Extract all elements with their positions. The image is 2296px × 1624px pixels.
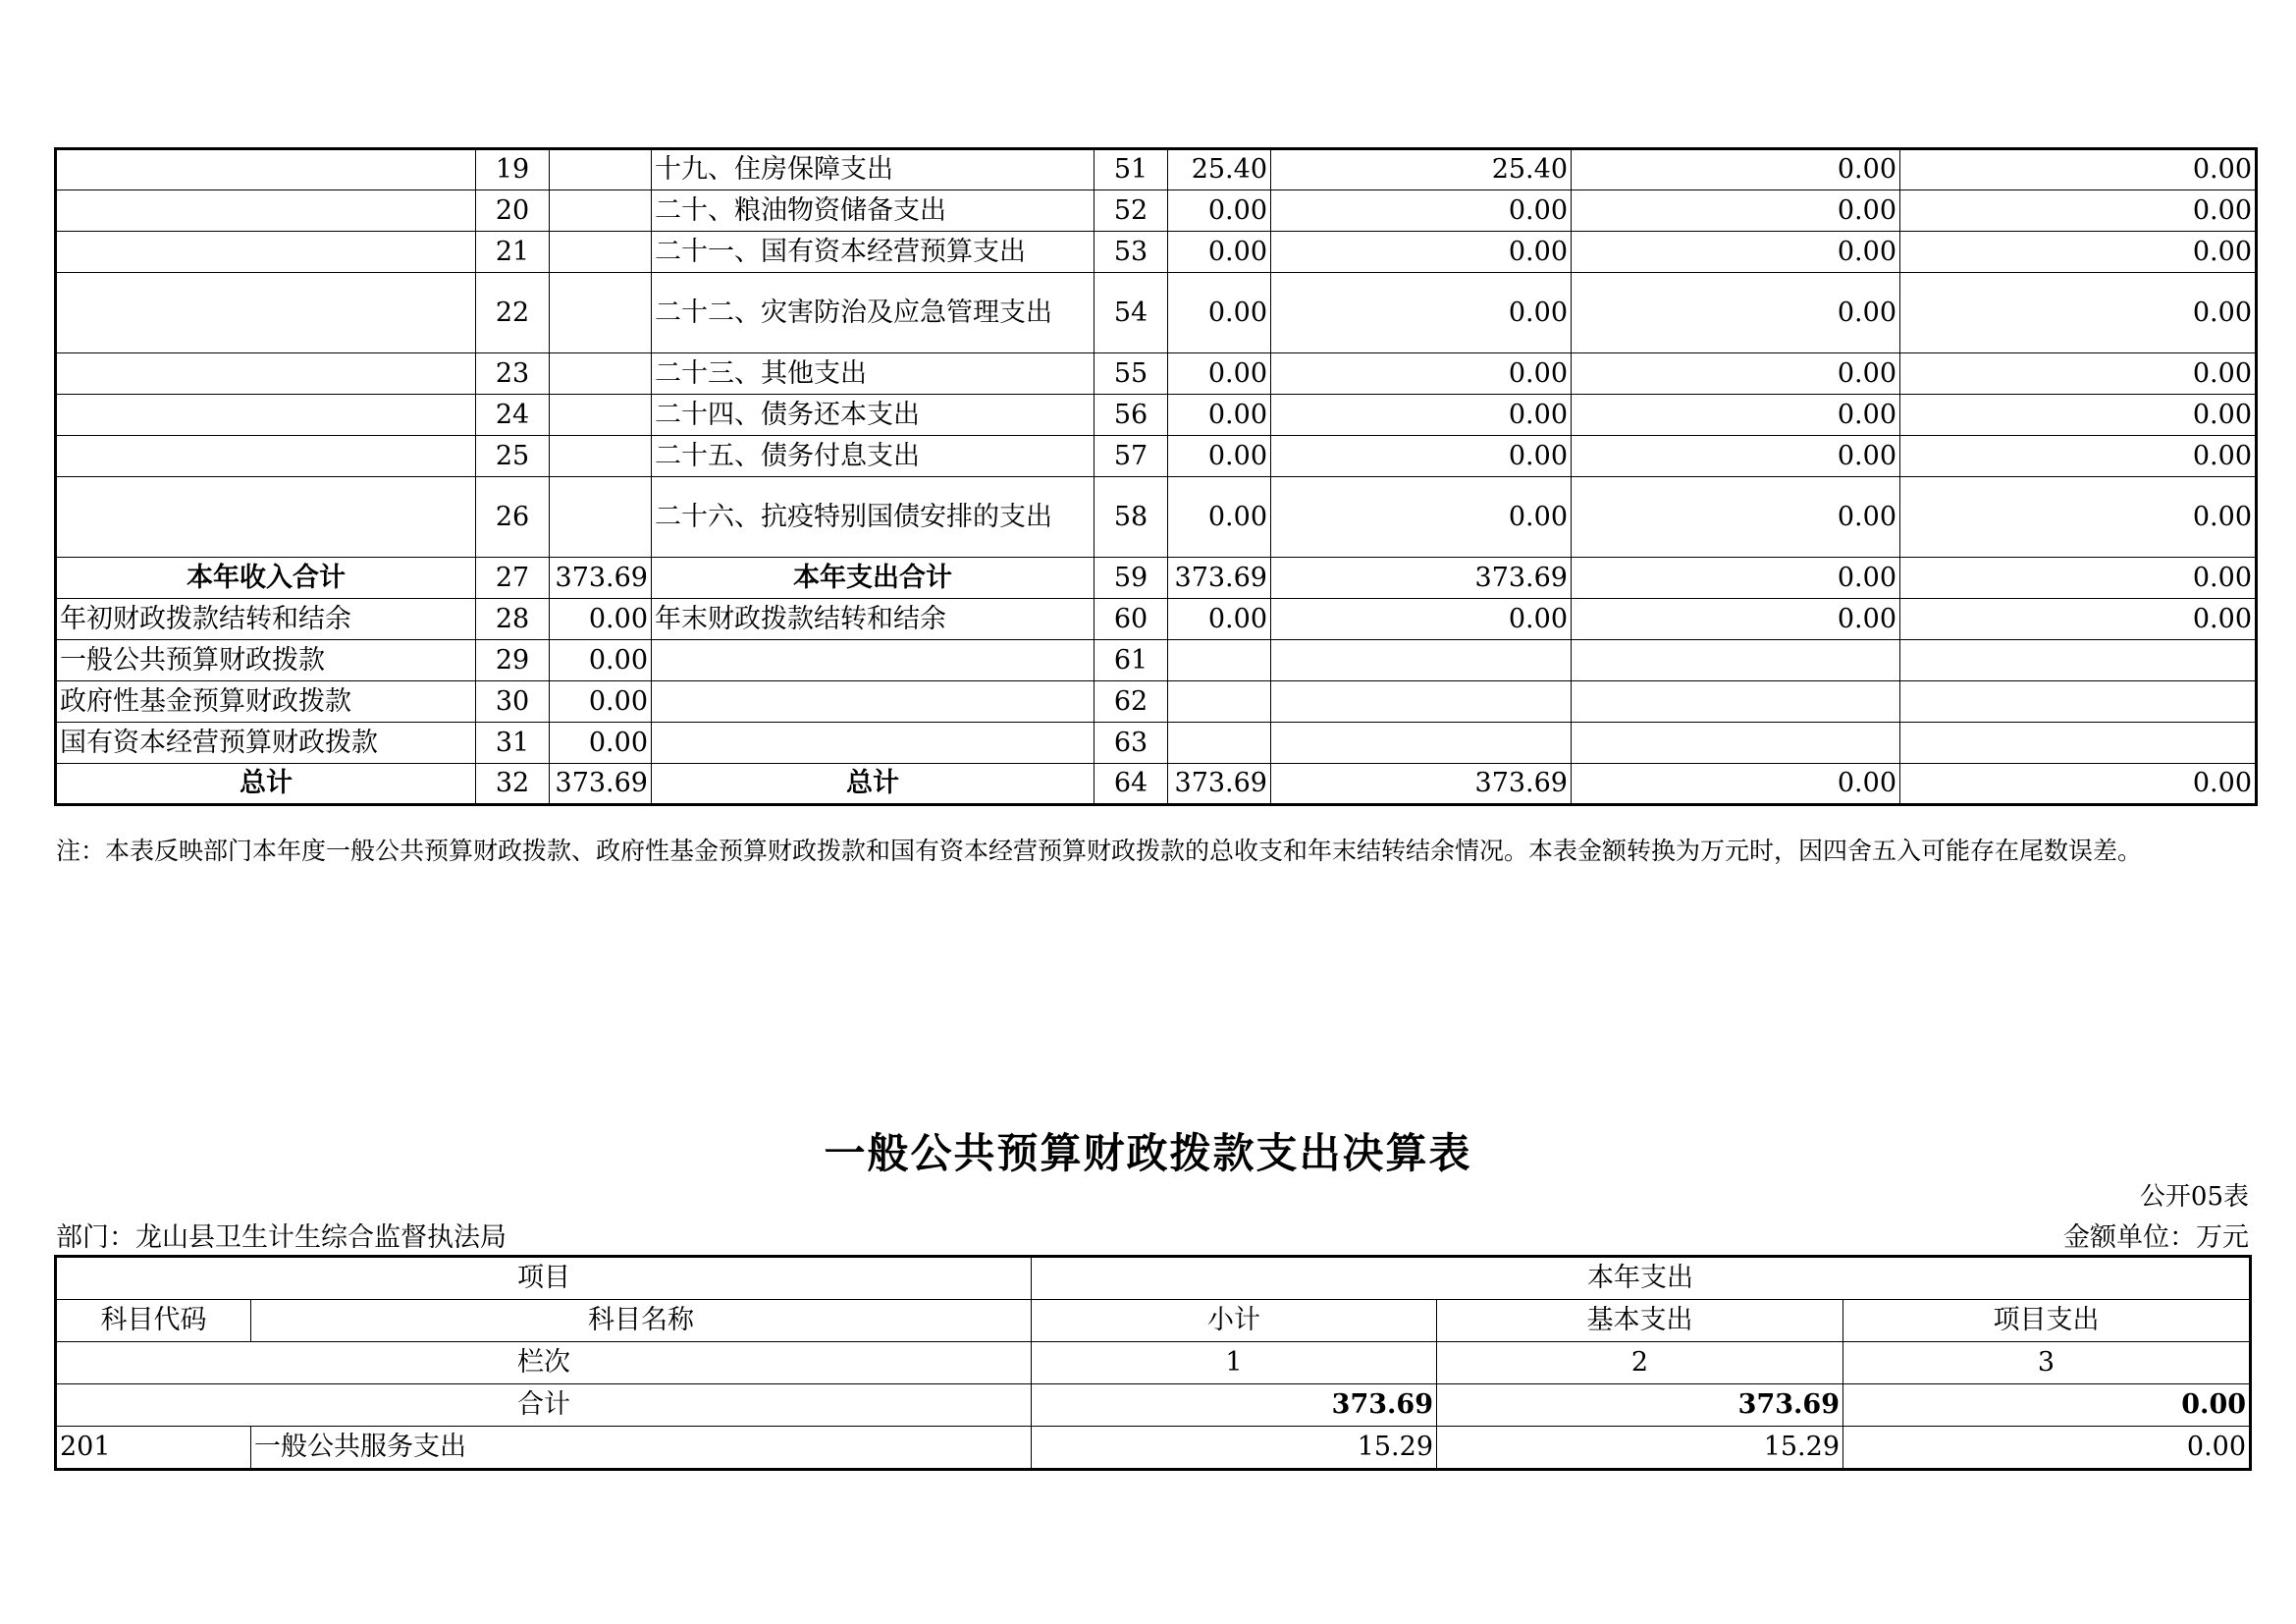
state-capital-amount: 0.00	[1900, 558, 2257, 599]
general-budget-amount: 0.00	[1271, 395, 1572, 436]
general-budget-amount: 0.00	[1271, 273, 1572, 353]
expense-item-label: 总计	[652, 764, 1095, 805]
total-basic: 373.69	[1437, 1384, 1843, 1427]
expense-total: 373.69	[1168, 558, 1271, 599]
fund-budget-amount: 0.00	[1572, 149, 1900, 190]
general-budget-amount: 0.00	[1271, 436, 1572, 477]
income-item-label	[56, 395, 476, 436]
income-amount: 0.00	[550, 681, 652, 723]
expense-item-label: 二十三、其他支出	[652, 353, 1095, 395]
department-label: 部门：龙山县卫生计生综合监督执法局	[56, 1222, 507, 1253]
budget-summary-table	[54, 147, 2258, 806]
income-amount	[550, 149, 652, 190]
income-amount	[550, 436, 652, 477]
income-item-label: 本年收入合计	[56, 558, 476, 599]
state-capital-amount	[1900, 723, 2257, 764]
expense-total: 0.00	[1168, 353, 1271, 395]
basic-value: 15.29	[1437, 1427, 1843, 1470]
expense-line-no: 53	[1095, 232, 1168, 273]
expense-total: 0.00	[1168, 436, 1271, 477]
subject-name: 一般公共服务支出	[251, 1427, 1032, 1470]
fund-budget-amount: 0.00	[1572, 190, 1900, 232]
expense-line-no: 54	[1095, 273, 1168, 353]
subject-code: 201	[56, 1427, 251, 1470]
income-line-no: 24	[476, 395, 550, 436]
income-line-no: 20	[476, 190, 550, 232]
general-budget-amount	[1271, 723, 1572, 764]
table-row	[56, 558, 2257, 599]
expense-total: 0.00	[1168, 395, 1271, 436]
expense-line-no: 55	[1095, 353, 1168, 395]
fund-budget-amount: 0.00	[1572, 273, 1900, 353]
state-capital-amount: 0.00	[1900, 273, 2257, 353]
income-item-label	[56, 190, 476, 232]
total-project: 0.00	[1843, 1384, 2251, 1427]
expense-line-no: 58	[1095, 477, 1168, 558]
expense-item-label: 二十四、债务还本支出	[652, 395, 1095, 436]
state-capital-amount: 0.00	[1900, 149, 2257, 190]
total-row	[56, 1384, 2251, 1427]
expense-total: 373.69	[1168, 764, 1271, 805]
income-amount: 0.00	[550, 640, 652, 681]
fund-budget-amount: 0.00	[1572, 764, 1900, 805]
table-row	[56, 232, 2257, 273]
column-no-3: 3	[1843, 1342, 2251, 1384]
expense-total: 0.00	[1168, 599, 1271, 640]
income-line-no: 26	[476, 477, 550, 558]
expense-item-label: 十九、住房保障支出	[652, 149, 1095, 190]
income-amount: 373.69	[550, 558, 652, 599]
income-line-no: 30	[476, 681, 550, 723]
fund-budget-amount	[1572, 681, 1900, 723]
income-item-label: 总计	[56, 764, 476, 805]
name-header: 科目名称	[251, 1300, 1032, 1342]
fund-budget-amount: 0.00	[1572, 395, 1900, 436]
unit-label: 金额单位：万元	[2063, 1222, 2249, 1253]
income-line-no: 23	[476, 353, 550, 395]
header-row-2	[56, 1300, 2251, 1342]
code-header: 科目代码	[56, 1300, 251, 1342]
expense-item-label	[652, 681, 1095, 723]
fund-budget-amount: 0.00	[1572, 436, 1900, 477]
expense-total	[1168, 723, 1271, 764]
general-budget-amount	[1271, 640, 1572, 681]
expense-line-no: 52	[1095, 190, 1168, 232]
table-row	[56, 190, 2257, 232]
total-subtotal: 373.69	[1032, 1384, 1437, 1427]
income-amount	[550, 190, 652, 232]
header-row-1	[56, 1257, 2251, 1300]
column-no-1: 1	[1032, 1342, 1437, 1384]
income-item-label	[56, 436, 476, 477]
column-no-label: 栏次	[56, 1342, 1032, 1384]
income-item-label	[56, 232, 476, 273]
current-year-header: 本年支出	[1032, 1257, 2251, 1300]
expenditure-table	[54, 1255, 2252, 1471]
state-capital-amount	[1900, 640, 2257, 681]
income-line-no: 32	[476, 764, 550, 805]
fund-budget-amount: 0.00	[1572, 558, 1900, 599]
expense-item-label	[652, 723, 1095, 764]
income-item-label	[56, 273, 476, 353]
income-item-label: 一般公共预算财政拨款	[56, 640, 476, 681]
total-label: 合计	[56, 1384, 1032, 1427]
table-row	[56, 436, 2257, 477]
income-amount	[550, 273, 652, 353]
project-exp-header: 项目支出	[1843, 1300, 2251, 1342]
expense-line-no: 51	[1095, 149, 1168, 190]
income-amount: 0.00	[550, 723, 652, 764]
income-amount	[550, 353, 652, 395]
income-item-label	[56, 149, 476, 190]
state-capital-amount: 0.00	[1900, 764, 2257, 805]
general-budget-amount: 25.40	[1271, 149, 1572, 190]
basic-header: 基本支出	[1437, 1300, 1843, 1342]
expense-line-no: 57	[1095, 436, 1168, 477]
fund-budget-amount: 0.00	[1572, 477, 1900, 558]
state-capital-amount: 0.00	[1900, 190, 2257, 232]
expense-item-label: 年末财政拨款结转和结余	[652, 599, 1095, 640]
fund-budget-amount	[1572, 723, 1900, 764]
column-number-row	[56, 1342, 2251, 1384]
expense-total: 0.00	[1168, 190, 1271, 232]
state-capital-amount: 0.00	[1900, 477, 2257, 558]
table-row	[56, 723, 2257, 764]
state-capital-amount: 0.00	[1900, 599, 2257, 640]
income-item-label: 政府性基金预算财政拨款	[56, 681, 476, 723]
income-item-label	[56, 477, 476, 558]
table-row	[56, 395, 2257, 436]
table-row	[56, 273, 2257, 353]
table-row	[56, 764, 2257, 805]
table-code: 公开05表	[2139, 1182, 2249, 1212]
general-budget-amount	[1271, 681, 1572, 723]
expense-total: 0.00	[1168, 232, 1271, 273]
state-capital-amount: 0.00	[1900, 353, 2257, 395]
expense-item-label	[652, 640, 1095, 681]
expense-item-label: 二十五、债务付息支出	[652, 436, 1095, 477]
expense-total	[1168, 640, 1271, 681]
state-capital-amount: 0.00	[1900, 436, 2257, 477]
general-budget-amount: 0.00	[1271, 477, 1572, 558]
table-row	[56, 353, 2257, 395]
fund-budget-amount	[1572, 640, 1900, 681]
expense-total	[1168, 681, 1271, 723]
expense-line-no: 63	[1095, 723, 1168, 764]
income-line-no: 25	[476, 436, 550, 477]
subtotal-header: 小计	[1032, 1300, 1437, 1342]
income-item-label: 年初财政拨款结转和结余	[56, 599, 476, 640]
general-budget-amount: 373.69	[1271, 558, 1572, 599]
fund-budget-amount: 0.00	[1572, 599, 1900, 640]
fund-budget-amount: 0.00	[1572, 232, 1900, 273]
income-amount: 373.69	[550, 764, 652, 805]
general-budget-amount: 0.00	[1271, 232, 1572, 273]
state-capital-amount: 0.00	[1900, 395, 2257, 436]
general-budget-amount: 373.69	[1271, 764, 1572, 805]
expense-line-no: 61	[1095, 640, 1168, 681]
income-amount	[550, 477, 652, 558]
table-row	[56, 1427, 2251, 1470]
table-row	[56, 149, 2257, 190]
income-line-no: 19	[476, 149, 550, 190]
income-line-no: 28	[476, 599, 550, 640]
table-note: 注：本表反映部门本年度一般公共预算财政拨款、政府性基金预算财政拨款和国有资本经营预算财政拨款的总收支和年末结转结余情况。本表金额转换为万元时，因四舍五入可能存在尾数误差。	[56, 837, 2143, 865]
state-capital-amount: 0.00	[1900, 232, 2257, 273]
project-header: 项目	[56, 1257, 1032, 1300]
income-line-no: 31	[476, 723, 550, 764]
expense-line-no: 64	[1095, 764, 1168, 805]
subtotal-value: 15.29	[1032, 1427, 1437, 1470]
income-line-no: 29	[476, 640, 550, 681]
expense-line-no: 56	[1095, 395, 1168, 436]
table-row	[56, 599, 2257, 640]
income-line-no: 27	[476, 558, 550, 599]
income-line-no: 22	[476, 273, 550, 353]
expense-item-label: 二十六、抗疫特别国债安排的支出	[652, 477, 1095, 558]
expense-item-label: 本年支出合计	[652, 558, 1095, 599]
expense-line-no: 60	[1095, 599, 1168, 640]
expense-line-no: 59	[1095, 558, 1168, 599]
income-item-label: 国有资本经营预算财政拨款	[56, 723, 476, 764]
fund-budget-amount: 0.00	[1572, 353, 1900, 395]
state-capital-amount	[1900, 681, 2257, 723]
general-budget-amount: 0.00	[1271, 599, 1572, 640]
income-item-label	[56, 353, 476, 395]
project-value: 0.00	[1843, 1427, 2251, 1470]
expense-total: 0.00	[1168, 477, 1271, 558]
income-amount	[550, 395, 652, 436]
expense-item-label: 二十一、国有资本经营预算支出	[652, 232, 1095, 273]
general-budget-amount: 0.00	[1271, 353, 1572, 395]
expense-line-no: 62	[1095, 681, 1168, 723]
expense-item-label: 二十二、灾害防治及应急管理支出	[652, 273, 1095, 353]
table-row	[56, 681, 2257, 723]
column-no-2: 2	[1437, 1342, 1843, 1384]
expense-total: 0.00	[1168, 273, 1271, 353]
table-row	[56, 640, 2257, 681]
table-row	[56, 477, 2257, 558]
general-budget-amount: 0.00	[1271, 190, 1572, 232]
income-line-no: 21	[476, 232, 550, 273]
income-amount	[550, 232, 652, 273]
expense-total: 25.40	[1168, 149, 1271, 190]
page-title: 一般公共预算财政拨款支出决算表	[824, 1129, 1472, 1177]
expense-item-label: 二十、粮油物资储备支出	[652, 190, 1095, 232]
income-amount: 0.00	[550, 599, 652, 640]
